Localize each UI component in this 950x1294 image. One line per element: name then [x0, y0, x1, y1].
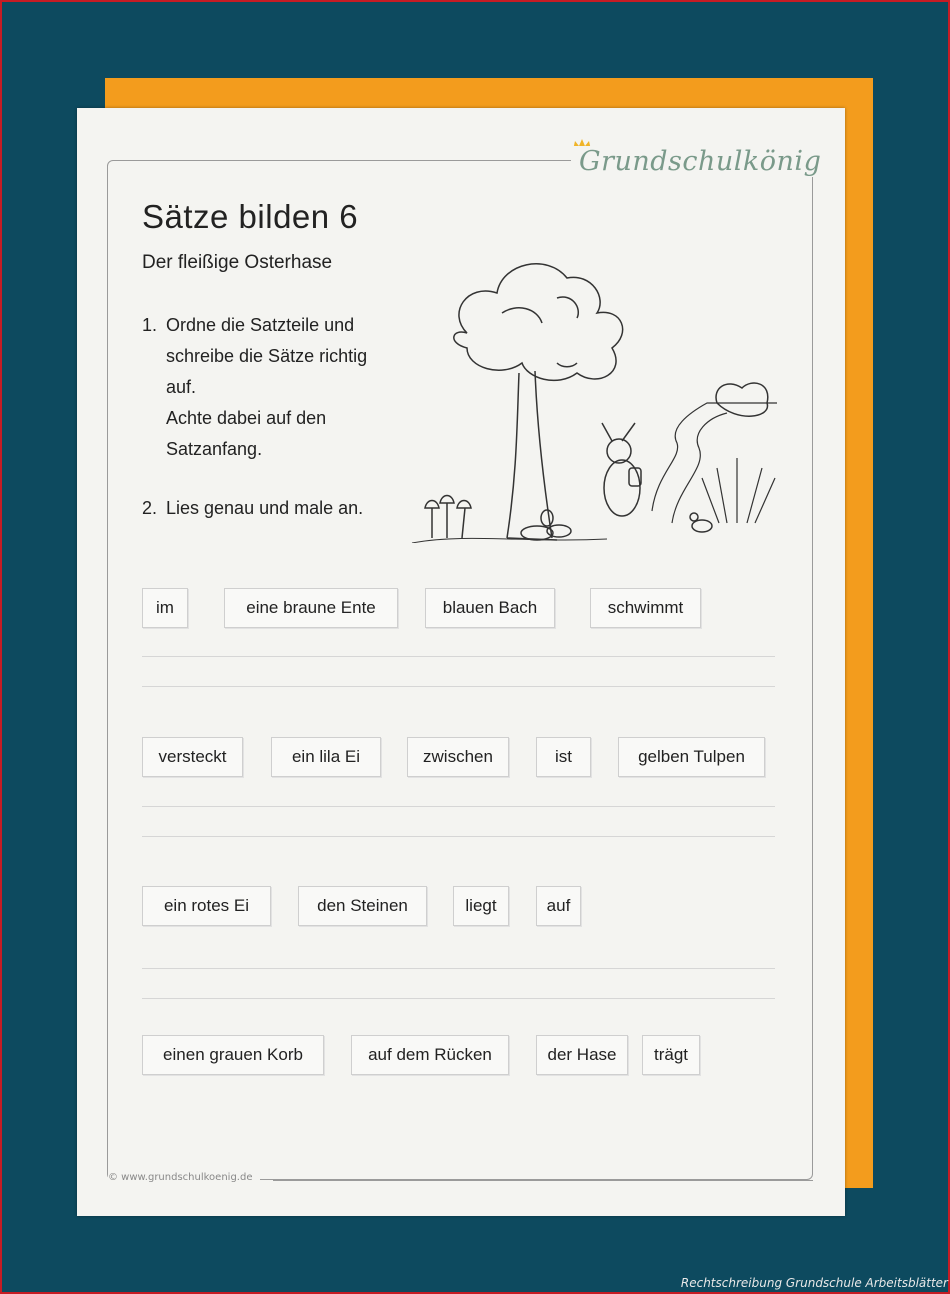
word-card[interactable]: eine braune Ente [224, 588, 398, 628]
task-2-number: 2. [142, 498, 158, 518]
word-card[interactable]: versteckt [142, 737, 243, 777]
word-card[interactable]: schwimmt [590, 588, 701, 628]
word-card[interactable]: einen grauen Korb [142, 1035, 324, 1075]
word-card[interactable]: auf [536, 886, 581, 926]
word-card[interactable]: den Steinen [298, 886, 427, 926]
word-card[interactable]: ein lila Ei [271, 737, 381, 777]
word-card[interactable]: liegt [453, 886, 509, 926]
brand-logo: Grundschulkönig [571, 146, 829, 177]
task-1-line: Ordne die Satzteile und [166, 315, 355, 335]
task-2-text: Lies genau und male an. [166, 498, 364, 518]
word-card[interactable]: zwischen [407, 737, 509, 777]
easter-bunny-illustration [407, 253, 797, 543]
word-card[interactable]: im [142, 588, 188, 628]
word-card[interactable]: trägt [642, 1035, 700, 1075]
task-1-line: schreibe die Sätze richtig [166, 346, 368, 366]
image-caption: Rechtschreibung Grundschule Arbeitsblätter [680, 1276, 948, 1290]
writing-line [142, 836, 775, 837]
word-card[interactable]: auf dem Rücken [351, 1035, 509, 1075]
writing-line [142, 998, 775, 999]
task-1-line: Satzanfang. [166, 439, 263, 459]
word-card[interactable]: gelben Tulpen [618, 737, 765, 777]
word-card[interactable]: ist [536, 737, 591, 777]
task-2 [142, 493, 363, 524]
writing-line [142, 656, 775, 657]
worksheet-page [77, 108, 845, 1216]
footer-url: © www.grundschulkoenig.de [108, 1172, 260, 1183]
task-1-number: 1. [142, 315, 158, 335]
writing-line [142, 806, 775, 807]
page-subtitle: Der fleißige Osterhase [142, 252, 333, 273]
task-1 [142, 310, 367, 465]
word-card[interactable]: der Hase [536, 1035, 628, 1075]
word-card[interactable]: blauen Bach [425, 588, 555, 628]
page-title: Sätze bilden 6 [142, 198, 359, 235]
task-1-line: auf. [166, 377, 197, 397]
task-1-line: Achte dabei auf den [166, 408, 327, 428]
writing-line [142, 686, 775, 687]
word-card[interactable]: ein rotes Ei [142, 886, 271, 926]
footer-divider [273, 1180, 813, 1181]
writing-line [142, 968, 775, 969]
